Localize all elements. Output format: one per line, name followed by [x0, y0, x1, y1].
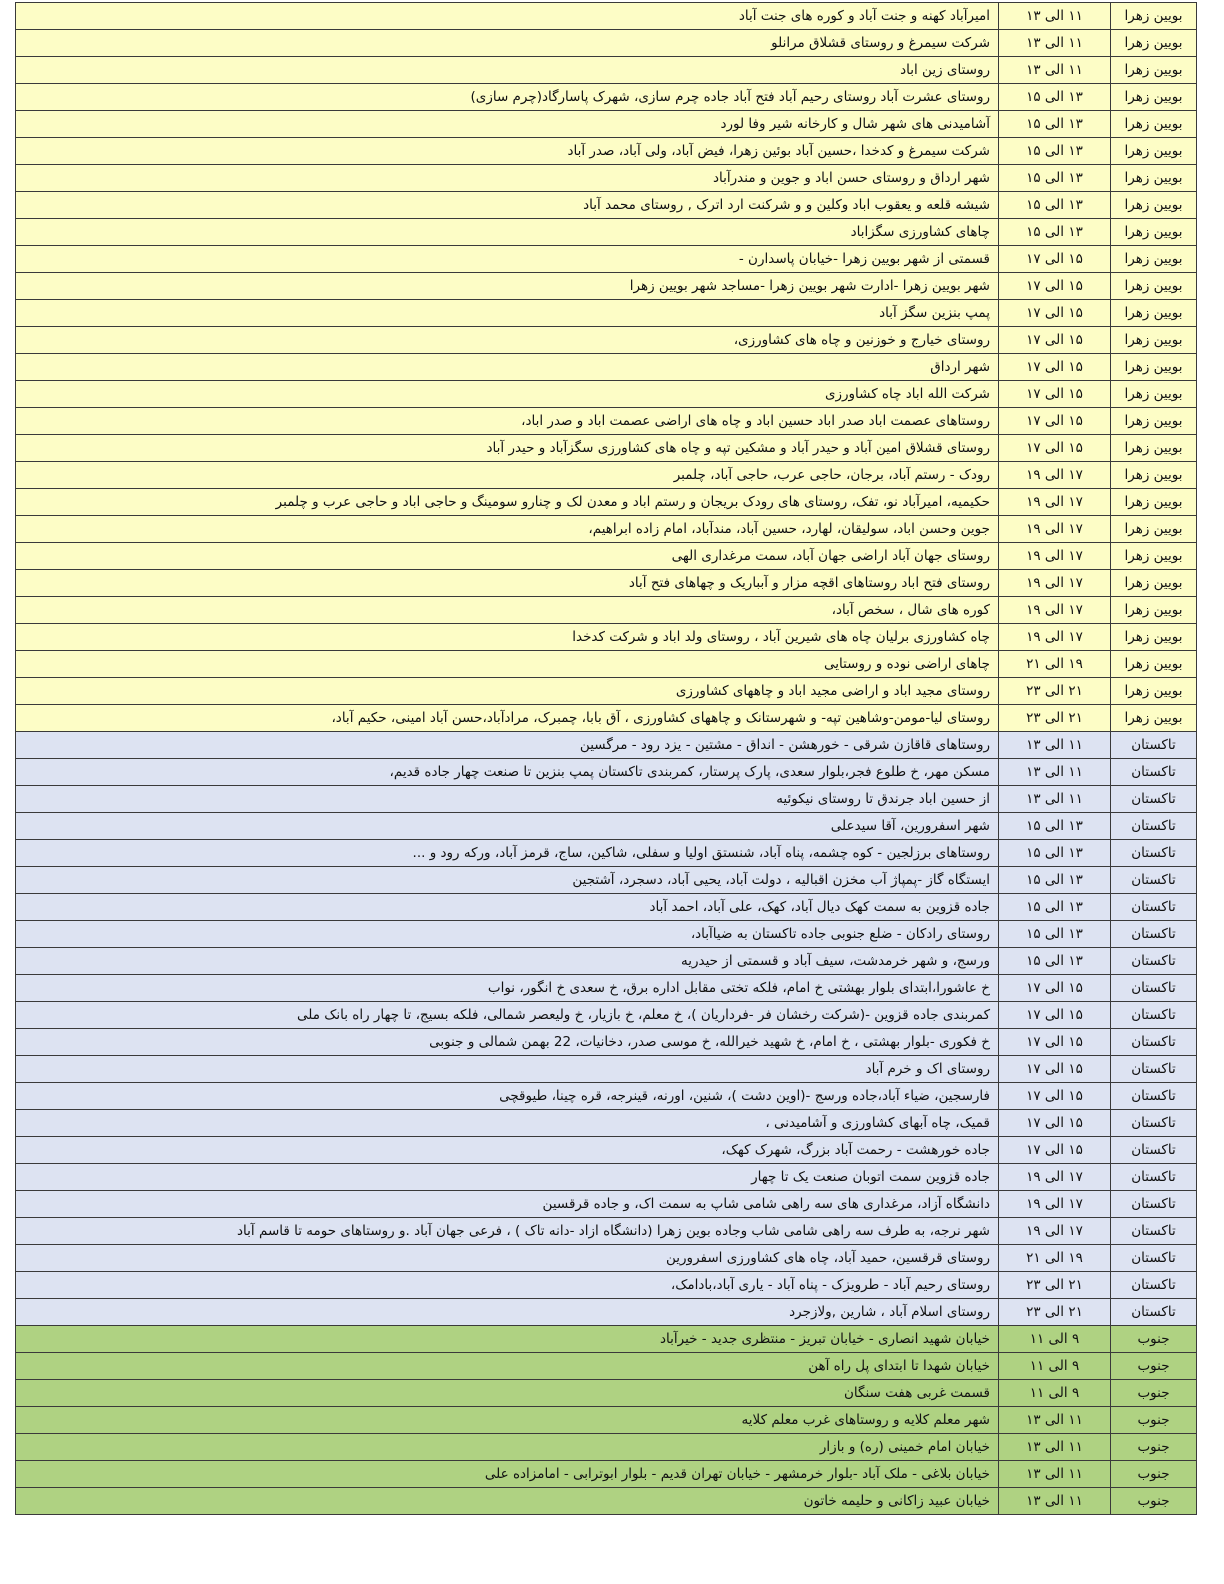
time-cell: ۱۵ الی ۱۷: [999, 381, 1111, 408]
area-cell: شهر اسفرورین، آقا سیدعلی: [16, 813, 999, 840]
area-cell: روستای اک و خرم آباد: [16, 1056, 999, 1083]
area-cell: چاهای کشاورزی سگزاباد: [16, 219, 999, 246]
table-row: [16, 1407, 1197, 1434]
region-cell: بویین زهرا: [1111, 246, 1197, 273]
table-row: [16, 138, 1197, 165]
region-cell: بویین زهرا: [1111, 327, 1197, 354]
time-cell: ۱۷ الی ۱۹: [999, 462, 1111, 489]
time-cell: ۱۳ الی ۱۵: [999, 921, 1111, 948]
region-cell: جنوب: [1111, 1380, 1197, 1407]
region-cell: تاکستان: [1111, 759, 1197, 786]
region-cell: بویین زهرا: [1111, 462, 1197, 489]
table-row: [16, 624, 1197, 651]
area-cell: خ فکوری -بلوار بهشتی ، خ امام، خ شهید خیرالله، خ موسی صدر، دخانیات، 22 بهمن شمالی و جنوبی: [16, 1029, 999, 1056]
region-cell: بویین زهرا: [1111, 354, 1197, 381]
table-body: [16, 3, 1197, 1515]
region-cell: تاکستان: [1111, 1164, 1197, 1191]
area-cell: آشامیدنی های شهر شال و کارخانه شیر وفا لورد: [16, 111, 999, 138]
time-cell: ۱۷ الی ۱۹: [999, 624, 1111, 651]
region-cell: تاکستان: [1111, 867, 1197, 894]
time-cell: ۱۵ الی ۱۷: [999, 327, 1111, 354]
region-cell: جنوب: [1111, 1434, 1197, 1461]
table-row: [16, 516, 1197, 543]
table-row: [16, 1245, 1197, 1272]
table-row: [16, 1164, 1197, 1191]
table-row: [16, 732, 1197, 759]
region-cell: تاکستان: [1111, 1056, 1197, 1083]
table-row: [16, 408, 1197, 435]
time-cell: ۱۳ الی ۱۵: [999, 867, 1111, 894]
area-cell: امیرآباد کهنه و جنت آباد و کوره های جنت آباد: [16, 3, 999, 30]
region-cell: بویین زهرا: [1111, 678, 1197, 705]
table-row: [16, 786, 1197, 813]
region-cell: تاکستان: [1111, 1272, 1197, 1299]
time-cell: ۱۷ الی ۱۹: [999, 543, 1111, 570]
table-row: [16, 948, 1197, 975]
area-cell: روستای قرقسین، حمید آباد، چاه های کشاورزی اسفرورین: [16, 1245, 999, 1272]
region-cell: تاکستان: [1111, 1218, 1197, 1245]
table-row: [16, 111, 1197, 138]
region-cell: تاکستان: [1111, 1299, 1197, 1326]
area-cell: روستای زین اباد: [16, 57, 999, 84]
table-row: [16, 1434, 1197, 1461]
table-row: [16, 327, 1197, 354]
area-cell: خیابان امام خمینی (ره) و بازار: [16, 1434, 999, 1461]
time-cell: ۱۳ الی ۱۵: [999, 813, 1111, 840]
region-cell: بویین زهرا: [1111, 651, 1197, 678]
table-row: [16, 273, 1197, 300]
area-cell: خیابان عبید زاکانی و حلیمه خاتون: [16, 1488, 999, 1515]
region-cell: جنوب: [1111, 1407, 1197, 1434]
region-cell: بویین زهرا: [1111, 273, 1197, 300]
table-row: [16, 975, 1197, 1002]
table-row: [16, 1029, 1197, 1056]
area-cell: شهر نرجه، به طرف سه راهی شامی شاب وجاده بوین زهرا (دانشگاه ازاد -دانه تاک ) ، فرعی جهان آباد .و روستاهای حومه تا قاسم آباد: [16, 1218, 999, 1245]
table-row: [16, 489, 1197, 516]
region-cell: تاکستان: [1111, 948, 1197, 975]
time-cell: ۱۷ الی ۱۹: [999, 489, 1111, 516]
table-row: [16, 813, 1197, 840]
area-cell: خیابان بلاغی - ملک آباد -بلوار خرمشهر - خیابان تهران قدیم - بلوار ابوترابی - امامزاده علی: [16, 1461, 999, 1488]
area-cell: چاه کشاورزی برلیان چاه های شیرین آباد ، روستای ولد اباد و شرکت کدخدا: [16, 624, 999, 651]
time-cell: ۱۵ الی ۱۷: [999, 246, 1111, 273]
area-cell: روستای رحیم آباد - طرویزک - پناه آباد - یاری آباد،بادامک،: [16, 1272, 999, 1299]
area-cell: خ عاشورا،ابتدای بلوار بهشتی خ امام، فلکه تختی مقابل اداره برق، خ سعدی خ انگور، نواب: [16, 975, 999, 1002]
time-cell: ۱۳ الی ۱۵: [999, 165, 1111, 192]
area-cell: جاده قزوین سمت اتوبان صنعت یک تا چهار: [16, 1164, 999, 1191]
region-cell: بویین زهرا: [1111, 570, 1197, 597]
time-cell: ۱۱ الی ۱۳: [999, 1407, 1111, 1434]
region-cell: جنوب: [1111, 1461, 1197, 1488]
time-cell: ۱۵ الی ۱۷: [999, 273, 1111, 300]
area-cell: مسکن مهر، خ طلوع فجر،بلوار سعدی، پارک پرستار، کمربندی تاکستان پمپ بنزین تا صنعت چهار جاده قدیم،: [16, 759, 999, 786]
area-cell: جاده قزوین به سمت کهک دیال آباد، کهک، علی آباد، احمد آباد: [16, 894, 999, 921]
table-row: [16, 1137, 1197, 1164]
region-cell: تاکستان: [1111, 1137, 1197, 1164]
time-cell: ۱۵ الی ۱۷: [999, 300, 1111, 327]
table-row: [16, 1110, 1197, 1137]
region-cell: جنوب: [1111, 1353, 1197, 1380]
region-cell: بویین زهرا: [1111, 543, 1197, 570]
table-row: [16, 3, 1197, 30]
table-row: [16, 84, 1197, 111]
table-row: [16, 381, 1197, 408]
table-row: [16, 1380, 1197, 1407]
time-cell: ۱۱ الی ۱۳: [999, 786, 1111, 813]
table-row: [16, 759, 1197, 786]
time-cell: ۲۱ الی ۲۳: [999, 1272, 1111, 1299]
time-cell: ۱۵ الی ۱۷: [999, 1083, 1111, 1110]
area-cell: روستای لیا-مومن-وشاهین تپه- و شهرستانک و چاههای کشاورزی ، آق بابا، چمبرک، مرادآباد،حسن آباد امینی، حکیم آباد،: [16, 705, 999, 732]
region-cell: تاکستان: [1111, 1029, 1197, 1056]
time-cell: ۱۵ الی ۱۷: [999, 1110, 1111, 1137]
area-cell: شهر ارداق: [16, 354, 999, 381]
time-cell: ۱۳ الی ۱۵: [999, 138, 1111, 165]
table-row: [16, 840, 1197, 867]
area-cell: روستای اسلام آباد ، شارین ,ولازجرد: [16, 1299, 999, 1326]
time-cell: ۱۱ الی ۱۳: [999, 3, 1111, 30]
table-row: [16, 1191, 1197, 1218]
table-row: [16, 1299, 1197, 1326]
area-cell: خیابان شهدا تا ابتدای پل راه آهن: [16, 1353, 999, 1380]
area-cell: روستای رادکان - ضلع جنوبی جاده تاکستان به ضیاآباد،: [16, 921, 999, 948]
table-row: [16, 1461, 1197, 1488]
area-cell: کمربندی جاده قزوین -(شرکت رخشان فر -فرداریان )، خ معلم، خ بازیار، خ ولیعصر شمالی، فلکه بسیج، تا چهار راه بانک ملی: [16, 1002, 999, 1029]
region-cell: بویین زهرا: [1111, 300, 1197, 327]
area-cell: ایستگاه گاز -پمپاژ آب مخزن اقبالیه ، دولت آباد، یحیی آباد، دسجرد، آشتجین: [16, 867, 999, 894]
region-cell: بویین زهرا: [1111, 705, 1197, 732]
region-cell: بویین زهرا: [1111, 489, 1197, 516]
time-cell: ۱۱ الی ۱۳: [999, 759, 1111, 786]
area-cell: روستای مجید اباد و اراضی مجید اباد و چاههای کشاورزی: [16, 678, 999, 705]
time-cell: ۱۳ الی ۱۵: [999, 84, 1111, 111]
time-cell: ۲۱ الی ۲۳: [999, 678, 1111, 705]
table-row: [16, 921, 1197, 948]
time-cell: ۱۵ الی ۱۷: [999, 1056, 1111, 1083]
region-cell: تاکستان: [1111, 1245, 1197, 1272]
region-cell: تاکستان: [1111, 894, 1197, 921]
time-cell: ۱۱ الی ۱۳: [999, 1434, 1111, 1461]
area-cell: روستای عشرت آباد روستای رحیم آباد فتح آباد جاده چرم سازی، شهرک پاسارگاد(چرم سازی): [16, 84, 999, 111]
region-cell: تاکستان: [1111, 1083, 1197, 1110]
time-cell: ۱۳ الی ۱۵: [999, 948, 1111, 975]
area-cell: جوین وحسن اباد، سولیقان، لهارد، حسین آباد، مندآباد، امام زاده ابراهیم،: [16, 516, 999, 543]
area-cell: شرکت الله اباد چاه کشاورزی: [16, 381, 999, 408]
region-cell: بویین زهرا: [1111, 624, 1197, 651]
region-cell: تاکستان: [1111, 1002, 1197, 1029]
region-cell: تاکستان: [1111, 840, 1197, 867]
table-row: [16, 597, 1197, 624]
area-cell: روستاهای برزلجین - کوه چشمه، پناه آباد، شنستق اولیا و سفلی، شاکین، ساج، قرمز آباد، ورکه رود و ...: [16, 840, 999, 867]
outage-schedule-table: [15, 2, 1197, 1515]
region-cell: بویین زهرا: [1111, 165, 1197, 192]
area-cell: قمیک، چاه آبهای کشاورزی و آشامیدنی ،: [16, 1110, 999, 1137]
area-cell: روستاهای قاقازن شرقی - خورهشن - انداق - مشتین - یزد رود - مرگسین: [16, 732, 999, 759]
time-cell: ۱۹ الی ۲۱: [999, 1245, 1111, 1272]
area-cell: دانشگاه آزاد، مرغداری های سه راهی شامی شاپ به سمت اک، و جاده قرقسین: [16, 1191, 999, 1218]
time-cell: ۱۳ الی ۱۵: [999, 219, 1111, 246]
table-row: [16, 1353, 1197, 1380]
time-cell: ۹ الی ۱۱: [999, 1380, 1111, 1407]
region-cell: تاکستان: [1111, 732, 1197, 759]
table-row: [16, 1218, 1197, 1245]
area-cell: قسمتی از شهر بویین زهرا -خیابان پاسدارن -: [16, 246, 999, 273]
table-row: [16, 462, 1197, 489]
table-row: [16, 435, 1197, 462]
area-cell: جاده خورهشت - رحمت آباد بزرگ، شهرک کهک،: [16, 1137, 999, 1164]
area-cell: ورسج، و شهر خرمدشت، سیف آباد و قسمتی از حیدریه: [16, 948, 999, 975]
region-cell: بویین زهرا: [1111, 381, 1197, 408]
table-row: [16, 354, 1197, 381]
time-cell: ۱۷ الی ۱۹: [999, 597, 1111, 624]
time-cell: ۱۵ الی ۱۷: [999, 408, 1111, 435]
region-cell: بویین زهرا: [1111, 435, 1197, 462]
area-cell: شرکت سیمرغ و روستای قشلاق مرانلو: [16, 30, 999, 57]
time-cell: ۱۳ الی ۱۵: [999, 894, 1111, 921]
area-cell: قسمت غربی هفت سنگان: [16, 1380, 999, 1407]
time-cell: ۲۱ الی ۲۳: [999, 705, 1111, 732]
time-cell: ۱۹ الی ۲۱: [999, 651, 1111, 678]
table-row: [16, 1488, 1197, 1515]
time-cell: ۱۳ الی ۱۵: [999, 840, 1111, 867]
time-cell: ۱۳ الی ۱۵: [999, 192, 1111, 219]
table-row: [16, 192, 1197, 219]
time-cell: ۱۱ الی ۱۳: [999, 1461, 1111, 1488]
area-cell: کوره های شال ، سخص آباد،: [16, 597, 999, 624]
area-cell: خیابان شهید انصاری - خیابان تبریز - منتظری جدید - خیرآباد: [16, 1326, 999, 1353]
region-cell: بویین زهرا: [1111, 3, 1197, 30]
time-cell: ۱۷ الی ۱۹: [999, 570, 1111, 597]
table-row: [16, 1056, 1197, 1083]
time-cell: ۹ الی ۱۱: [999, 1353, 1111, 1380]
region-cell: تاکستان: [1111, 1110, 1197, 1137]
region-cell: بویین زهرا: [1111, 597, 1197, 624]
area-cell: رودک - رستم آباد، برجان، حاجی عرب، حاجی آباد، چلمبر: [16, 462, 999, 489]
time-cell: ۱۱ الی ۱۳: [999, 1488, 1111, 1515]
table-row: [16, 57, 1197, 84]
area-cell: شهر بویین زهرا -ادارت شهر بویین زهرا -مساجد شهر بویین زهرا: [16, 273, 999, 300]
table-row: [16, 246, 1197, 273]
table-row: [16, 219, 1197, 246]
time-cell: ۱۱ الی ۱۳: [999, 30, 1111, 57]
table-row: [16, 1002, 1197, 1029]
area-cell: حکیمیه، امیرآباد نو، تفک، روستای های رودک بریجان و رستم اباد و معدن لک و چنارو سومینگ و حاجی اباد و حاجی عرب و چلمبر: [16, 489, 999, 516]
region-cell: بویین زهرا: [1111, 57, 1197, 84]
area-cell: روستای جهان آباد اراضی جهان آباد، سمت مرغداری الهی: [16, 543, 999, 570]
region-cell: بویین زهرا: [1111, 138, 1197, 165]
time-cell: ۱۷ الی ۱۹: [999, 1191, 1111, 1218]
area-cell: پمپ بنزین سگز آباد: [16, 300, 999, 327]
region-cell: تاکستان: [1111, 921, 1197, 948]
region-cell: بویین زهرا: [1111, 219, 1197, 246]
region-cell: تاکستان: [1111, 813, 1197, 840]
time-cell: ۱۵ الی ۱۷: [999, 975, 1111, 1002]
area-cell: روستای قشلاق امین آباد و حیدر آباد و مشکین تپه و چاه های کشاورزی سگزآباد و حیدر آباد: [16, 435, 999, 462]
time-cell: ۱۳ الی ۱۵: [999, 111, 1111, 138]
region-cell: تاکستان: [1111, 786, 1197, 813]
area-cell: روستای خیارج و خوزنین و چاه های کشاورزی،: [16, 327, 999, 354]
time-cell: ۲۱ الی ۲۳: [999, 1299, 1111, 1326]
time-cell: ۱۱ الی ۱۳: [999, 57, 1111, 84]
area-cell: شیشه قلعه و یعقوب اباد وکلین و و شرکنت ارد اترک , روستای محمد آباد: [16, 192, 999, 219]
region-cell: بویین زهرا: [1111, 30, 1197, 57]
table-row: [16, 1326, 1197, 1353]
table-row: [16, 894, 1197, 921]
time-cell: ۱۵ الی ۱۷: [999, 1137, 1111, 1164]
area-cell: شرکت سیمرغ و کدخدا ،حسین آباد بوئین زهرا، فیض آباد، ولی آباد، صدر آباد: [16, 138, 999, 165]
area-cell: چاهای اراضی نوده و روستایی: [16, 651, 999, 678]
table-row: [16, 543, 1197, 570]
time-cell: ۱۷ الی ۱۹: [999, 1218, 1111, 1245]
time-cell: ۱۷ الی ۱۹: [999, 1164, 1111, 1191]
area-cell: از حسین اباد جرندق تا روستای نیکوئیه: [16, 786, 999, 813]
region-cell: بویین زهرا: [1111, 408, 1197, 435]
table-row: [16, 30, 1197, 57]
region-cell: بویین زهرا: [1111, 192, 1197, 219]
table-row: [16, 651, 1197, 678]
time-cell: ۱۵ الی ۱۷: [999, 354, 1111, 381]
region-cell: بویین زهرا: [1111, 516, 1197, 543]
region-cell: جنوب: [1111, 1326, 1197, 1353]
table-row: [16, 678, 1197, 705]
region-cell: تاکستان: [1111, 975, 1197, 1002]
region-cell: جنوب: [1111, 1488, 1197, 1515]
region-cell: بویین زهرا: [1111, 111, 1197, 138]
region-cell: بویین زهرا: [1111, 84, 1197, 111]
area-cell: روستای فتح اباد روستاهای اقچه مزار و آبباریک و چهاهای فتح آباد: [16, 570, 999, 597]
time-cell: ۱۱ الی ۱۳: [999, 732, 1111, 759]
time-cell: ۹ الی ۱۱: [999, 1326, 1111, 1353]
table-row: [16, 1272, 1197, 1299]
time-cell: ۱۵ الی ۱۷: [999, 1002, 1111, 1029]
table-row: [16, 867, 1197, 894]
table-row: [16, 1083, 1197, 1110]
time-cell: ۱۷ الی ۱۹: [999, 516, 1111, 543]
area-cell: شهر معلم کلایه و روستاهای غرب معلم کلایه: [16, 1407, 999, 1434]
time-cell: ۱۵ الی ۱۷: [999, 435, 1111, 462]
table-row: [16, 705, 1197, 732]
table-row: [16, 300, 1197, 327]
area-cell: روستاهای عصمت اباد صدر اباد حسین اباد و چاه های اراضی عصمت اباد و صدر اباد،: [16, 408, 999, 435]
region-cell: تاکستان: [1111, 1191, 1197, 1218]
table-row: [16, 165, 1197, 192]
table-row: [16, 570, 1197, 597]
area-cell: فارسجین، ضیاء آباد،جاده ورسج -(اوین دشت )، شنین، اورنه، قینرجه، قره چینا، طیوقچی: [16, 1083, 999, 1110]
time-cell: ۱۵ الی ۱۷: [999, 1029, 1111, 1056]
area-cell: شهر ارداق و روستای حسن اباد و جوین و مندرآباد: [16, 165, 999, 192]
